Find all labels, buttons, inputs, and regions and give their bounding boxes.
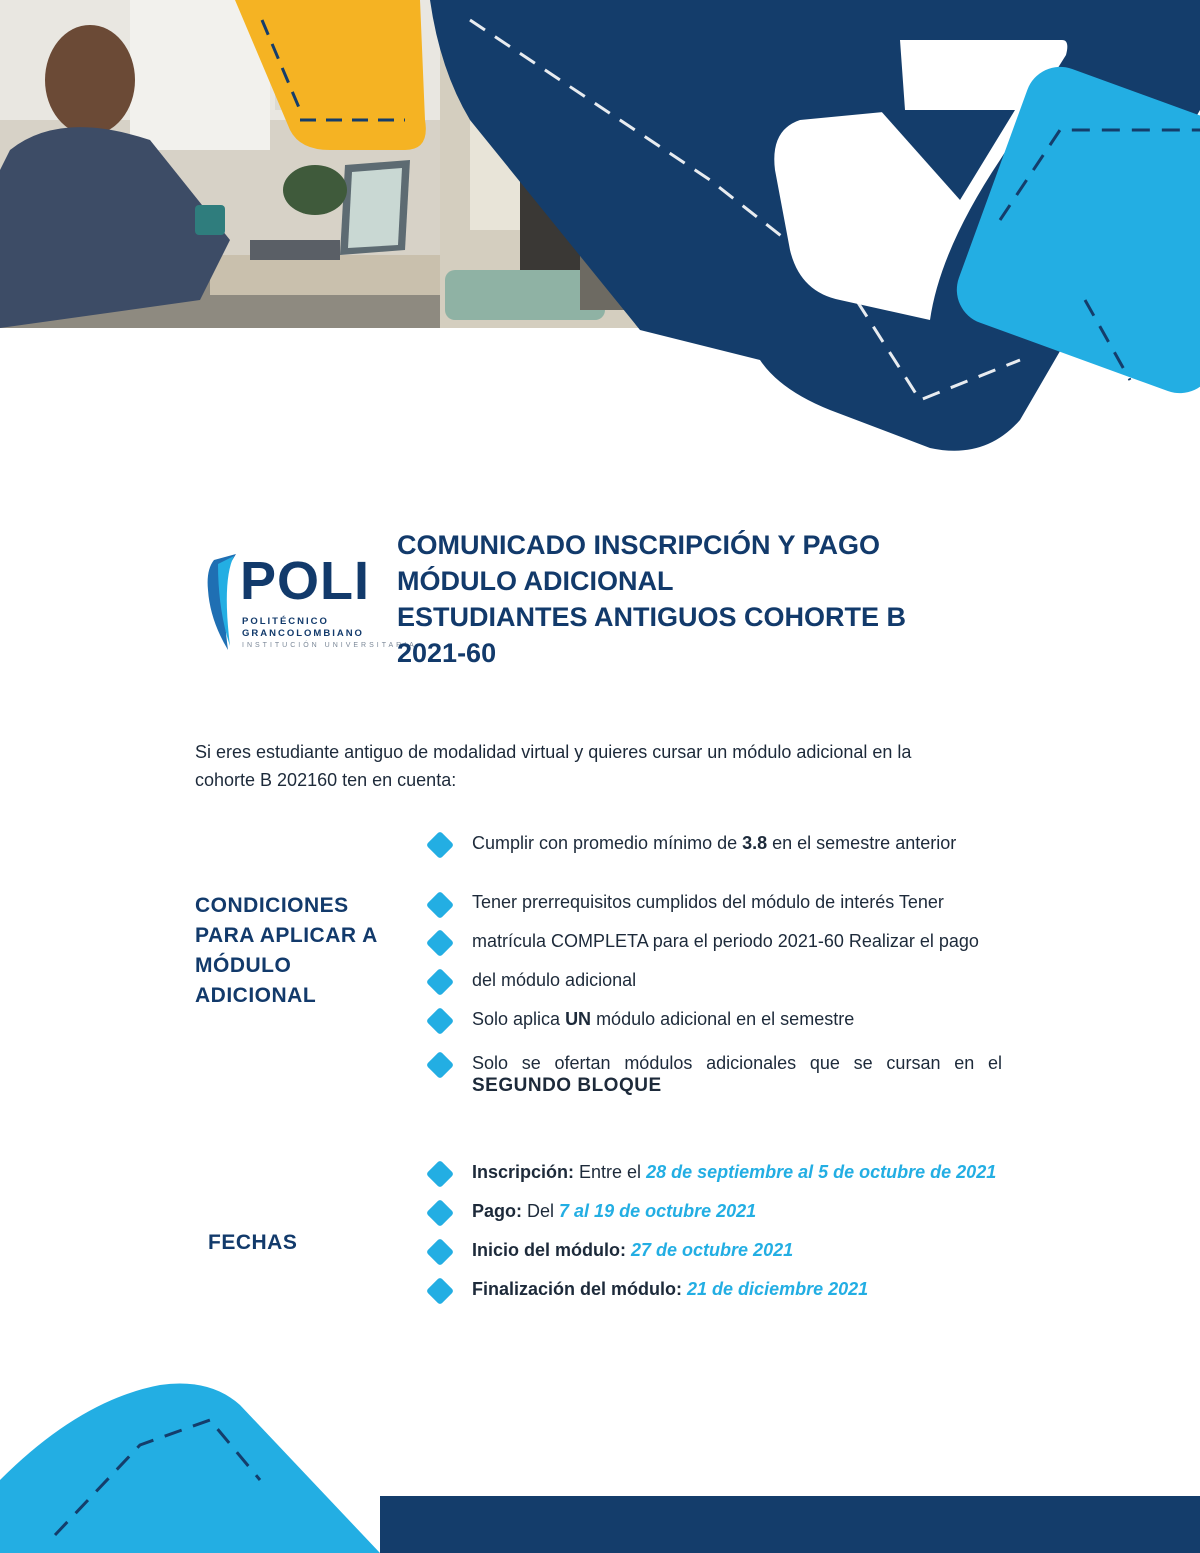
condition-1-bold: 3.8 <box>742 833 768 853</box>
pago-pre: Del <box>522 1201 560 1221</box>
condition-6-text: Solo se ofertan módulos adicionales que se cursan en el <box>472 1053 1002 1073</box>
title-line-3: ESTUDIANTES ANTIGUOS COHORTE B <box>397 602 907 632</box>
footer-bar <box>380 1496 1200 1553</box>
logo-subtitle-2: GRANCOLOMBIANO <box>242 628 364 639</box>
condition-item-1 <box>472 834 997 853</box>
logo-subtitle-3: INSTITUCIÓN UNIVERSITARIA <box>242 642 417 649</box>
condition-5-bold: UN <box>565 1009 592 1029</box>
intro-paragraph <box>195 738 1025 794</box>
condition-1-text-end: en el semestre anterior <box>767 833 957 853</box>
logo-mark-icon <box>200 550 240 660</box>
condition-6-bold: SEGUNDO BLOQUE <box>472 1075 662 1096</box>
condition-item-4: del módulo adicional <box>472 970 637 990</box>
conditions-label <box>195 891 415 1011</box>
condition-item-3: matrícula COMPLETA para el periodo 2021-60 Realizar el pago <box>472 931 979 951</box>
title-line-4: 2021-60 <box>397 638 497 668</box>
pago-label: Pago: <box>472 1201 523 1221</box>
title-line-1: COMUNICADO INSCRIPCIÓN Y PAGO <box>397 530 881 560</box>
inscripcion-value: 28 de septiembre al 5 de octubre de 2021 <box>646 1162 997 1182</box>
bottom-blue-shape <box>0 1384 380 1553</box>
logo-wordmark: POLI <box>240 551 371 611</box>
date-item-pago <box>472 1200 1072 1222</box>
finalizacion-label: Finalización del módulo: <box>472 1279 683 1299</box>
condition-5-text-end: módulo adicional en el semestre <box>591 1009 855 1029</box>
condition-item-6 <box>472 1052 1002 1097</box>
inscripcion-label: Inscripción: <box>472 1162 575 1182</box>
intro-line-2: cohorte B 202160 ten en cuenta: <box>195 770 457 790</box>
date-item-finalizacion <box>472 1278 1072 1300</box>
conditions-label-line-2: PARA APLICAR A <box>195 924 378 947</box>
poli-logo <box>200 550 417 660</box>
conditions-label-line-3: MÓDULO <box>195 954 292 977</box>
pago-value: 7 al 19 de octubre 2021 <box>559 1201 757 1221</box>
inscripcion-pre: Entre el <box>574 1162 647 1182</box>
page-title <box>397 527 1037 671</box>
date-item-inscripcion <box>472 1161 1112 1183</box>
logo-subtitle-1: POLITÉCNICO <box>242 616 329 627</box>
dates-label: FECHAS <box>208 1231 298 1254</box>
inicio-value: 27 de octubre 2021 <box>631 1240 794 1260</box>
condition-item-5 <box>472 1008 1072 1030</box>
condition-item-2: Tener prerrequisitos cumplidos del módulo de interés Tener <box>472 892 944 912</box>
condition-1-text: Cumplir con promedio mínimo de <box>472 833 743 853</box>
condition-5-text: Solo aplica <box>472 1009 566 1029</box>
title-line-2: MÓDULO ADICIONAL <box>397 566 674 596</box>
intro-line-1: Si eres estudiante antiguo de modalidad virtual y quieres cursar un módulo adicional en la <box>195 742 912 762</box>
date-item-inicio <box>472 1239 1072 1261</box>
conditions-label-line-1: CONDICIONES <box>195 894 349 917</box>
finalizacion-value: 21 de diciembre 2021 <box>687 1279 869 1299</box>
conditions-label-line-4: ADICIONAL <box>195 984 317 1007</box>
inicio-label: Inicio del módulo: <box>472 1240 626 1260</box>
